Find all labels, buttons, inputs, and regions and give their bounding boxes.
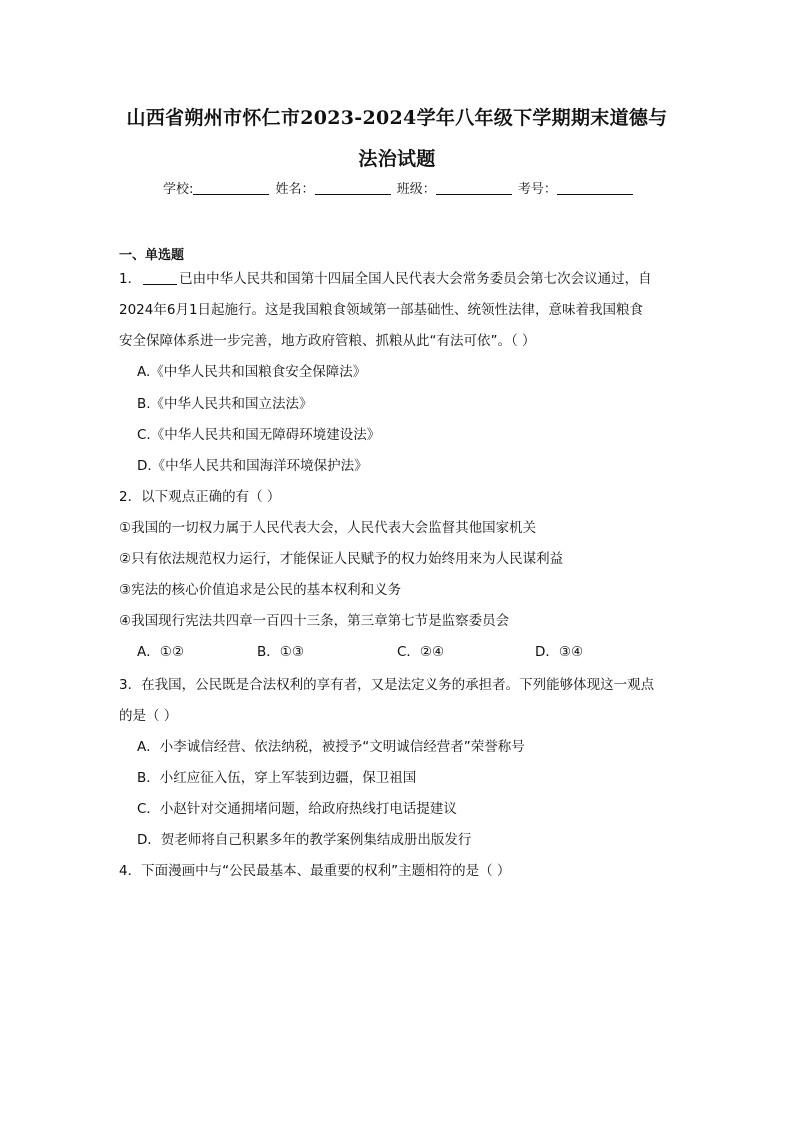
question-1-option-d: D.《中华人民共和国海洋环境保护法》 bbox=[137, 458, 368, 474]
class-blank[interactable] bbox=[436, 181, 512, 195]
name-blank[interactable] bbox=[315, 181, 391, 195]
question-1-option-a: A.《中华人民共和国粮食安全保障法》 bbox=[137, 364, 367, 380]
question-1-option-c: C.《中华人民共和国无障碍环境建设法》 bbox=[137, 427, 381, 443]
question-1-number: 1． bbox=[119, 271, 142, 287]
school-label: 学校: bbox=[163, 182, 194, 197]
question-2-item-4: ④我国现行宪法共四章一百四十三条，第三章第七节是监察委员会 bbox=[119, 613, 510, 629]
question-1-blank bbox=[143, 271, 177, 285]
number-label: 考号： bbox=[517, 182, 557, 197]
question-3-option-d: D．贺老师将自己积累多年的教学案例集结成册出版发行 bbox=[137, 832, 472, 848]
question-3-line1: 3．在我国，公民既是合法权利的享有者，又是法定义务的承担者。下列能够体现这一观点 bbox=[119, 677, 655, 693]
question-2-option-a: A．①② bbox=[137, 644, 184, 660]
name-label: 姓名： bbox=[275, 182, 315, 197]
question-1-text-a: 已由中华人民共和国第十四届全国人民代表大会常务委员会第七次会议通过，自 bbox=[179, 271, 652, 287]
number-blank[interactable] bbox=[557, 181, 633, 195]
question-2-option-b: B．①③ bbox=[257, 644, 304, 660]
question-2-item-2: ②只有依法规范权力运行，才能保证人民赋予的权力始终用来为人民谋利益 bbox=[119, 551, 564, 567]
question-2-item-3: ③宪法的核心价值追求是公民的基本权利和义务 bbox=[119, 582, 402, 598]
student-info-line bbox=[163, 181, 683, 199]
question-1-option-b: B.《中华人民共和国立法法》 bbox=[137, 396, 313, 412]
exam-title-line1: 山西省朔州市怀仁市2023-2024学年八年级下学期期末道德与 bbox=[126, 107, 668, 129]
question-3-option-a: A．小李诚信经营、依法纳税，被授予“文明诚信经营者”荣誉称号 bbox=[137, 739, 525, 755]
question-2-option-c: C．②④ bbox=[397, 644, 445, 660]
exam-title-line2: 法治试题 bbox=[358, 148, 436, 170]
class-label: 班级： bbox=[396, 182, 436, 197]
question-1-line2: 2024年6月1日起施行。这是我国粮食领域第一部基础性、统领性法律，意味着我国粮食 bbox=[119, 302, 644, 318]
question-2-option-d: D．③④ bbox=[535, 644, 584, 660]
question-1-line1 bbox=[119, 270, 652, 288]
question-2-item-1: ①我国的一切权力属于人民代表大会，人民代表大会监督其他国家机关 bbox=[119, 520, 537, 536]
question-3-option-b: B．小红应征入伍，穿上军装到边疆，保卫祖国 bbox=[137, 770, 417, 786]
question-1-line3: 安全保障体系进一步完善，地方政府管粮、抓粮从此“有法可依”。（ ） bbox=[119, 333, 536, 349]
school-blank[interactable] bbox=[193, 181, 269, 195]
question-3-option-c: C．小赵针对交通拥堵问题，给政府热线打电话提建议 bbox=[137, 801, 457, 817]
question-4-text: 4．下面漫画中与“公民最基本、最重要的权利”主题相符的是（ ） bbox=[119, 863, 511, 879]
question-2-text: 2．以下观点正确的有（ ） bbox=[119, 489, 281, 505]
question-3-line2: 的是（ ） bbox=[119, 708, 178, 724]
section-heading: 一、单选题 bbox=[119, 248, 185, 263]
